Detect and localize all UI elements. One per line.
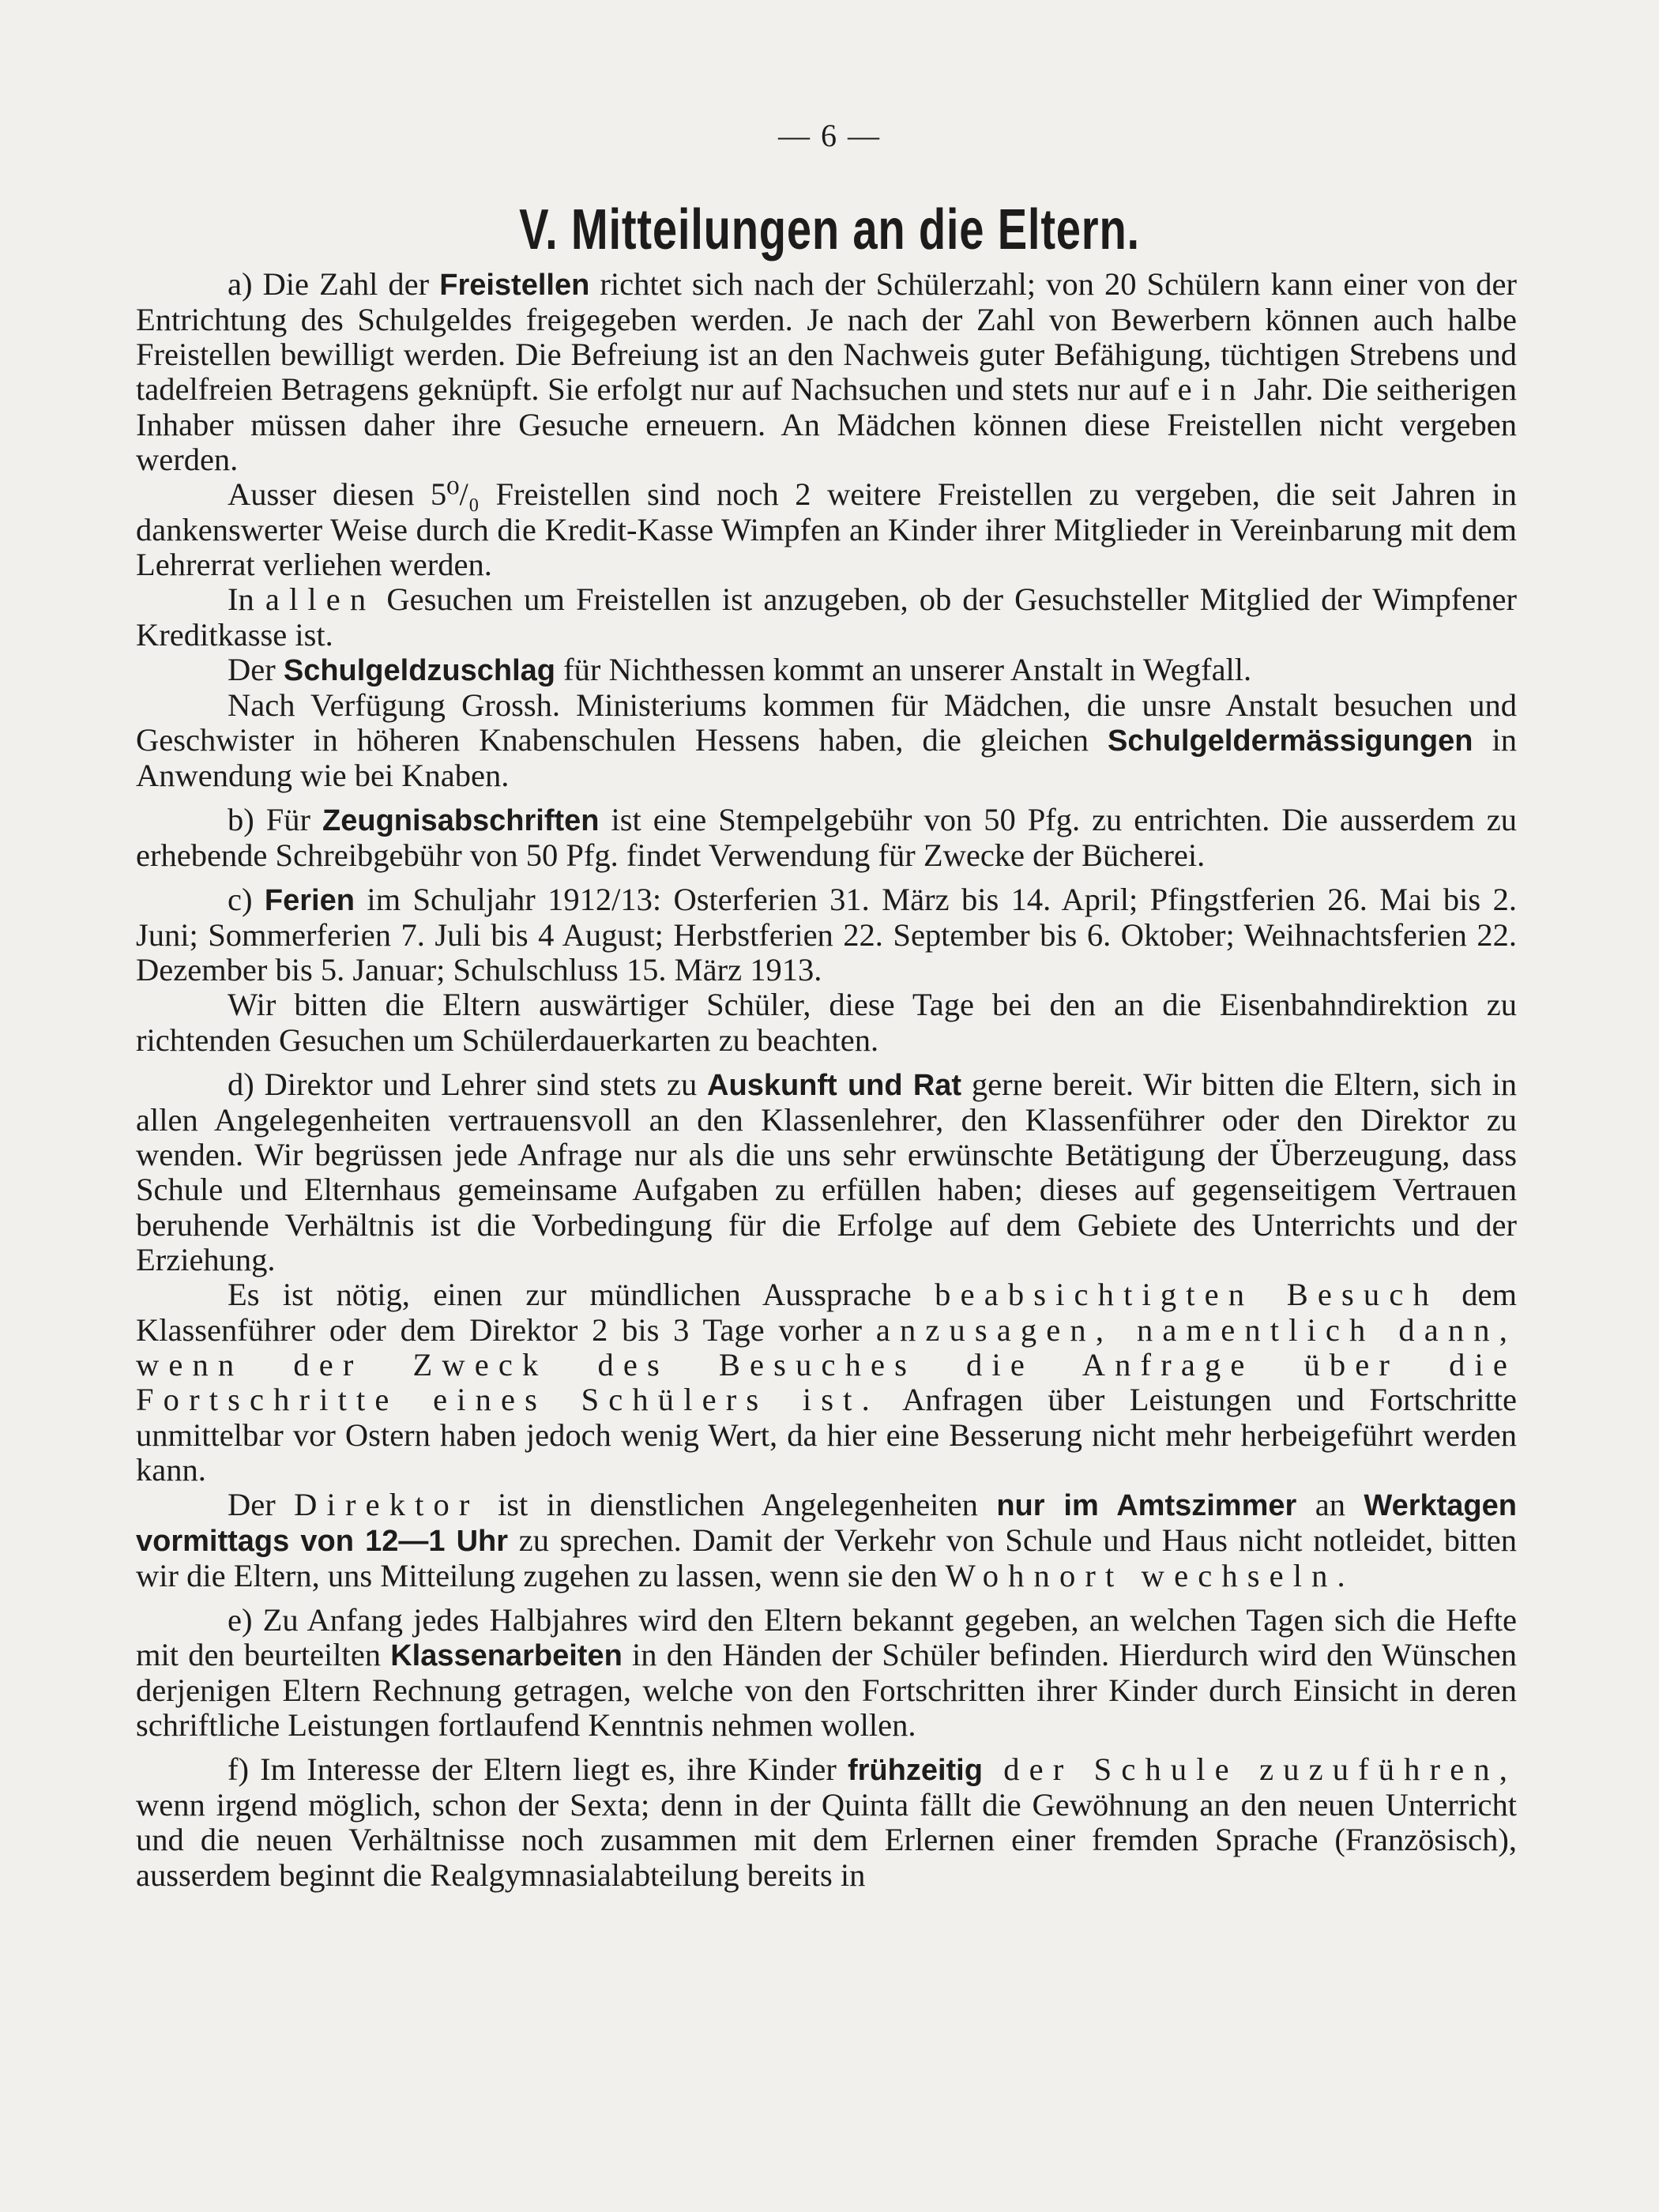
paragraph-f-early-enrollment: f) Im Interesse der Eltern liegt es, ihre Kinder frühzeitig der Schule zuzuführen, wenn irgend möglich, schon der Sexta; denn in der Quinta fällt die Gewöhnung an den neuen Unterricht und die neuen Verhältnisse noch zusammen mit dem Erlernen einer fremden Sprache (Französisch), ausserdem beginnt die Realgymnasialabteilung bereits in: [136, 1751, 1517, 1893]
paragraph-a-surcharge: Der Schulgeldzuschlag für Nichthessen kommt an unserer Anstalt in Wegfall.: [228, 652, 1252, 688]
paragraph-a-applications: In allen Gesuchen um Freistellen ist anzugeben, ob der Gesuchsteller Mitglied der Wimpfener Kreditkasse ist.: [136, 581, 1517, 653]
paragraph-c-tickets: Wir bitten die Eltern auswärtiger Schüler, diese Tage bei den an die Eisenbahndirektion zu richtenden Gesuchen um Schülerdauerkarten zu beachten.: [136, 987, 1517, 1058]
paragraph-d-director: Der Direktor ist in dienstlichen Angelegenheiten nur im Amtszimmer an Werktagen vormittags von 12—1 Uhr zu sprechen. Damit der Verkehr von Schule und Haus nicht notleidet, bitten wir die Eltern, uns Mitteilung zugehen zu lassen, wenn sie den Wohnort wechseln.: [136, 1487, 1518, 1593]
page-number: — 6 —: [778, 118, 881, 153]
paragraph-a-girls: Nach Verfügung Grossh. Ministeriums kommen für Mädchen, die unsre Anstalt besuchen und Geschwister in höheren Knabenschulen Hessens haben, die gleichen Schulgeldermässigungen in Anwendung wie bei Knaben.: [136, 687, 1517, 793]
section-heading: V. Mitteilungen an die Eltern.: [519, 198, 1140, 261]
paragraph-c-holidays: c) Ferien im Schuljahr 1912/13: Osterferien 31. März bis 14. April; Pfingstferien 26. Mai bis 2. Juni; Sommerferien 7. Juli bis 4 August; Herbstferien 22. September bis 6. Oktober; Weihnachtsferien 22. Dezember bis 5. Januar; Schulschluss 15. März 1913.: [136, 881, 1517, 988]
paragraph-a-freistellen: a) Die Zahl der Freistellen richtet sich nach der Schülerzahl; von 20 Schülern kann einer von der Entrichtung des Schulgeldes freigegeben werden. Je nach der Zahl von Bewerbern können auch halbe Freistellen bewilligt werden. Die Befreiung ist an den Nachweis guter Befähigung, tüchtigen Strebens und tadelfreien Betragens geknüpft. Sie erfolgt nur auf Nachsuchen und stets nur auf ein Jahr. Die seitherigen Inhaber müssen daher ihre Gesuche erneuern. An Mädchen können diese Freistellen nicht vergeben werden.: [136, 266, 1517, 477]
paragraph-b-certificates: b) Für Zeugnisabschriften ist eine Stempelgebühr von 50 Pfg. zu entrichten. Die ausserdem zu erhebende Schreibgebühr von 50 Pfg. findet Verwendung für Zwecke der Bücherei.: [136, 801, 1518, 873]
document-body: [136, 267, 1517, 1902]
paragraph-d-visits: Es ist nötig, einen zur mündlichen Aussprache beabsichtigten Besuch dem Klassenführer oder dem Direktor 2 bis 3 Tage vorher anzusagen, namentlich dann, wenn der Zweck des Besuches die Anfrage über die Fortschritte eines Schülers ist. Anfragen über Leistungen und Fortschritte unmittelbar vor Ostern haben jedoch wenig Wert, da hier eine Besserung nicht mehr herbeigeführt werden kann.: [136, 1277, 1517, 1488]
paragraph-e-classwork: e) Zu Anfang jedes Halbjahres wird den Eltern bekannt gegeben, an welchen Tagen sich die Hefte mit den beurteilten Klassenarbeiten in den Händen der Schüler befinden. Hierdurch wird den Wünschen derjenigen Eltern Rechnung getragen, welche von den Fortschritten ihrer Kinder durch Einsicht in deren schriftliche Leistungen fortlaufend Kenntnis nehmen wollen.: [136, 1601, 1518, 1744]
paragraph-a-additional: Ausser diesen 5⁰/₀ Freistellen sind noch 2 weitere Freistellen zu vergeben, die seit Jahren in dankenswerter Weise durch die Kredit-Kasse Wimpfen an Kinder ihrer Mitglieder in Vereinbarung mit dem Lehrerrat verliehen werden.: [136, 476, 1517, 583]
paragraph-d-advice: d) Direktor und Lehrer sind stets zu Auskunft und Rat gerne bereit. Wir bitten die Eltern, sich in allen Angelegenheiten vertrauensvoll an den Klassenlehrer, den Klassenführer oder den Direktor zu wenden. Wir begrüssen jede Anfrage nur als die uns sehr erwünschte Betätigung der Überzeugung, dass Schule und Elternhaus gemeinsame Aufgaben zu erfüllen haben; dieses auf gegenseitigem Vertrauen beruhende Verhältnis ist die Vorbedingung für die Erfolge auf dem Gebiete des Unterrichts und der Erziehung.: [136, 1066, 1517, 1277]
